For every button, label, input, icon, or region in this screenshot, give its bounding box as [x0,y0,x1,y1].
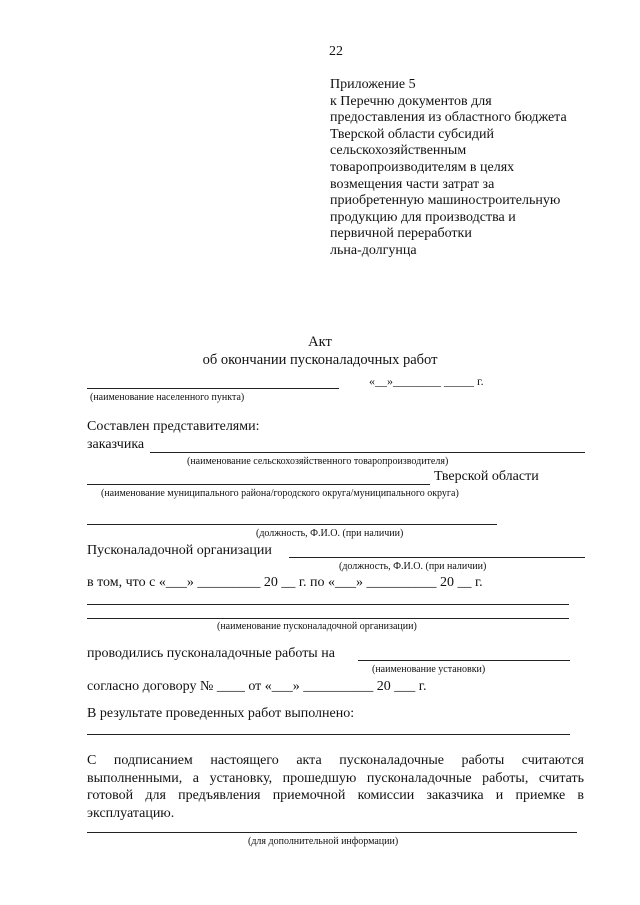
installation-field[interactable] [358,660,570,661]
appendix-line: продукцию для производства и [330,209,516,225]
position-caption-2: (должность, Ф.И.О. (при наличии) [339,561,487,572]
org-name-field-2[interactable] [87,618,569,619]
customer-caption: (наименование сельскохозяйственного товаропроизводителя) [187,456,449,467]
date-field[interactable]: «__»________ _____ г. [369,374,484,388]
page-number: 22 [329,44,343,59]
appendix-block [330,77,567,260]
appendix-line: приобретенную машиностроительную [330,193,561,209]
position-caption-1: (должность, Ф.И.О. (при наличии) [256,528,404,539]
additional-info-field[interactable] [87,832,577,833]
customer-label: заказчика [87,437,145,452]
appendix-line: возмещения части затрат за [330,176,495,192]
org-name-field-1[interactable] [87,604,569,605]
appendix-line: сельскохозяйственным [330,143,467,159]
customer-field[interactable] [150,452,585,453]
region-suffix: Тверской области [434,469,539,484]
contract-line[interactable]: согласно договору № ____ от «___» __________ 20 ___ г. [87,679,427,694]
act-subtitle: об окончании пусконаладочных работ [202,352,438,368]
appendix-line: товаропроизводителям в целях [330,159,515,175]
commissioning-org-label: Пусконаладочной организации [87,543,272,558]
appendix-line: Тверской области субсидий [330,126,494,142]
installation-caption: (наименование установки) [372,664,486,675]
additional-caption: (для дополнительной информации) [248,836,399,847]
municipality-field[interactable] [87,484,430,485]
appendix-line: к Перечню документов для [330,93,492,109]
composed-by-label: Составлен представителями: [87,419,260,434]
period-line[interactable]: в том, что с «___» _________ 20 __ г. по «___» __________ 20 __ г. [87,575,483,590]
appendix-line: Приложение 5 [330,77,416,92]
customer-position-field[interactable] [87,524,497,525]
act-title: Акт [308,334,332,350]
settlement-field[interactable] [87,388,339,389]
appendix-line: льна-долгунца [330,242,417,258]
appendix-line: предоставления из областного бюджета [330,110,567,126]
appendix-line: первичной переработки [330,226,472,242]
commissioning-org-field[interactable] [289,557,585,558]
result-field[interactable] [87,734,570,735]
result-label: В результате проведенных работ выполнено: [87,706,355,721]
settlement-caption: (наименование населенного пункта) [90,392,245,403]
org-caption: (наименование пусконаладочной организации) [217,621,417,632]
works-on-label: проводились пусконаладочные работы на [87,646,335,661]
conclusion-paragraph: С подписанием настоящего акта пусконаладочные работы считаются выполненными, а установку, прошедшую пусконаладочные работы, считать готовой для предъявления приемочной комиссии заказчика и приемке в эксплуатацию. [87,753,584,821]
municipality-caption: (наименование муниципального района/городского округа/муниципального округа) [101,488,459,499]
